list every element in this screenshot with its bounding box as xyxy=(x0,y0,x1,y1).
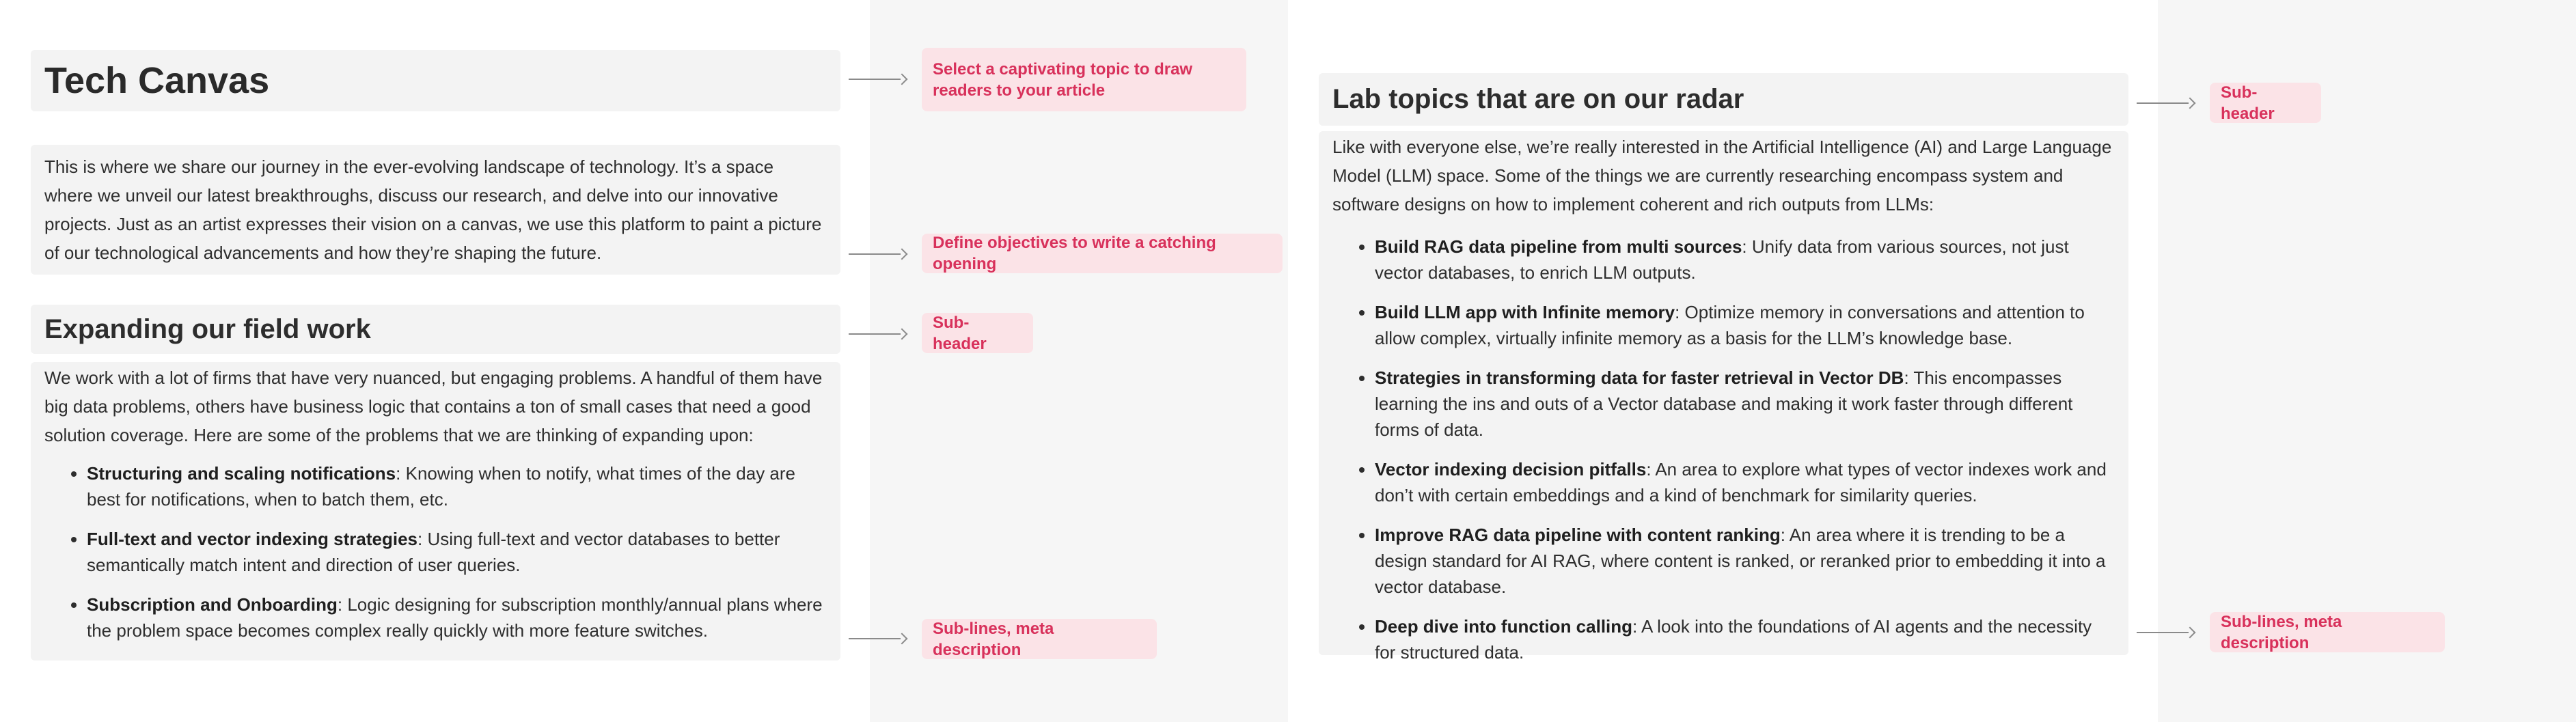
list-item-title: Build LLM app with Infinite memory xyxy=(1375,302,1675,322)
right-section-intro: Like with everyone else, we’re really interested in the Artificial Intelligence (AI) and Large Language Model (LLM) space. Some of the things we are currently researching encompass system and software designs on how to implement coherent and rich outputs from LLMs: xyxy=(1332,137,2112,214)
right-section-body-block xyxy=(1319,131,2128,663)
right-section-title: Lab topics that are on our radar xyxy=(1332,84,1744,114)
list-item-title: Improve RAG data pipeline with content ranking xyxy=(1375,525,1781,545)
section-body-block xyxy=(31,362,840,661)
list-item-title: Structuring and scaling notifications xyxy=(87,463,396,484)
list-item-title: Full-text and vector indexing strategies xyxy=(87,529,417,549)
list-item-text: : This encompasses learning the ins and outs of a Vector database and making it work faster through different forms of data. xyxy=(1375,367,2073,440)
list-item xyxy=(87,592,827,643)
page-title: Tech Canvas xyxy=(44,60,270,101)
arrow-icon xyxy=(849,249,906,260)
arrow-icon xyxy=(2137,98,2194,109)
list-item xyxy=(87,526,827,578)
lab-topics-list xyxy=(1319,234,2128,665)
list-item xyxy=(1375,613,2115,665)
annotation-sublines-note: Sub-lines, meta description xyxy=(922,619,1157,659)
right-section-header-block xyxy=(1319,73,2128,126)
list-item-title: Deep dive into function calling xyxy=(1375,616,1633,637)
list-item-title: Vector indexing decision pitfalls xyxy=(1375,459,1647,480)
annotation-title-note: Select a captivating topic to draw readers to your article xyxy=(922,48,1246,111)
list-item xyxy=(1375,234,2115,286)
section-header-block xyxy=(31,305,840,354)
intro-paragraph: This is where we share our journey in the ever-evolving landscape of technology. It’s a space where we unveil our latest breakthroughs, discuss our research, and delve into our innovative projects. Just as an artist expresses their vision on a canvas, we use this platform to paint a picture of our technological advancements and how they’re shaping the future. xyxy=(44,156,822,263)
annotation-right-sublines-note: Sub-lines, meta description xyxy=(2210,612,2445,652)
arrow-icon xyxy=(849,633,906,644)
list-item-title: Strategies in transforming data for faster retrieval in Vector DB xyxy=(1375,367,1904,388)
list-item-text: : Logic designing for subscription monthly/annual plans where the problem space becomes complex really quickly with more feature switches. xyxy=(87,594,823,641)
arrow-icon xyxy=(849,74,906,85)
list-item-text: : An area where it is trending to be a design standard for AI RAG, where content is ranked, or reranked prior to embedding it into a vector database. xyxy=(1375,525,2106,597)
annotation-right-subheader-note: Sub-header xyxy=(2210,83,2321,123)
problem-list xyxy=(31,460,840,643)
list-item-text: : Optimize memory in conversations and attention to allow complex, virtually infinite memory as a basis for the LLM’s knowledge base. xyxy=(1375,302,2085,348)
list-item xyxy=(1375,456,2115,508)
intro-block xyxy=(31,145,840,275)
arrow-icon xyxy=(2137,627,2194,638)
list-item-text: : An area to explore what types of vector indexes work and don’t with certain embeddings and a kind of benchmark for similarity queries. xyxy=(1375,459,2107,505)
arrow-icon xyxy=(849,329,906,339)
list-item-text: : Using full-text and vector databases to better semantically match intent and direction of user queries. xyxy=(87,529,780,575)
list-item xyxy=(87,460,827,512)
section-title: Expanding our field work xyxy=(44,314,371,344)
list-item xyxy=(1375,299,2115,351)
list-item-text: : A look into the foundations of AI agents and the necessity for structured data. xyxy=(1375,616,2092,663)
list-item-title: Subscription and Onboarding xyxy=(87,594,338,615)
list-item-title: Build RAG data pipeline from multi sources xyxy=(1375,236,1742,257)
list-item-text: : Knowing when to notify, what times of the day are best for notifications, when to batch them, etc. xyxy=(87,463,795,510)
title-block xyxy=(31,50,840,111)
list-item-text: : Unify data from various sources, not just vector databases, to enrich LLM outputs. xyxy=(1375,236,2069,283)
section-intro: We work with a lot of firms that have very nuanced, but engaging problems. A handful of them have big data problems, others have business logic that contains a ton of small cases that need a good solution coverage. Here are some of the problems that we are thinking of expanding upon: xyxy=(44,367,823,445)
annotation-intro-note: Define objectives to write a catching opening xyxy=(922,234,1283,273)
list-item xyxy=(1375,522,2115,600)
list-item xyxy=(1375,365,2115,443)
annotation-subheader-note: Sub-header xyxy=(922,313,1033,353)
